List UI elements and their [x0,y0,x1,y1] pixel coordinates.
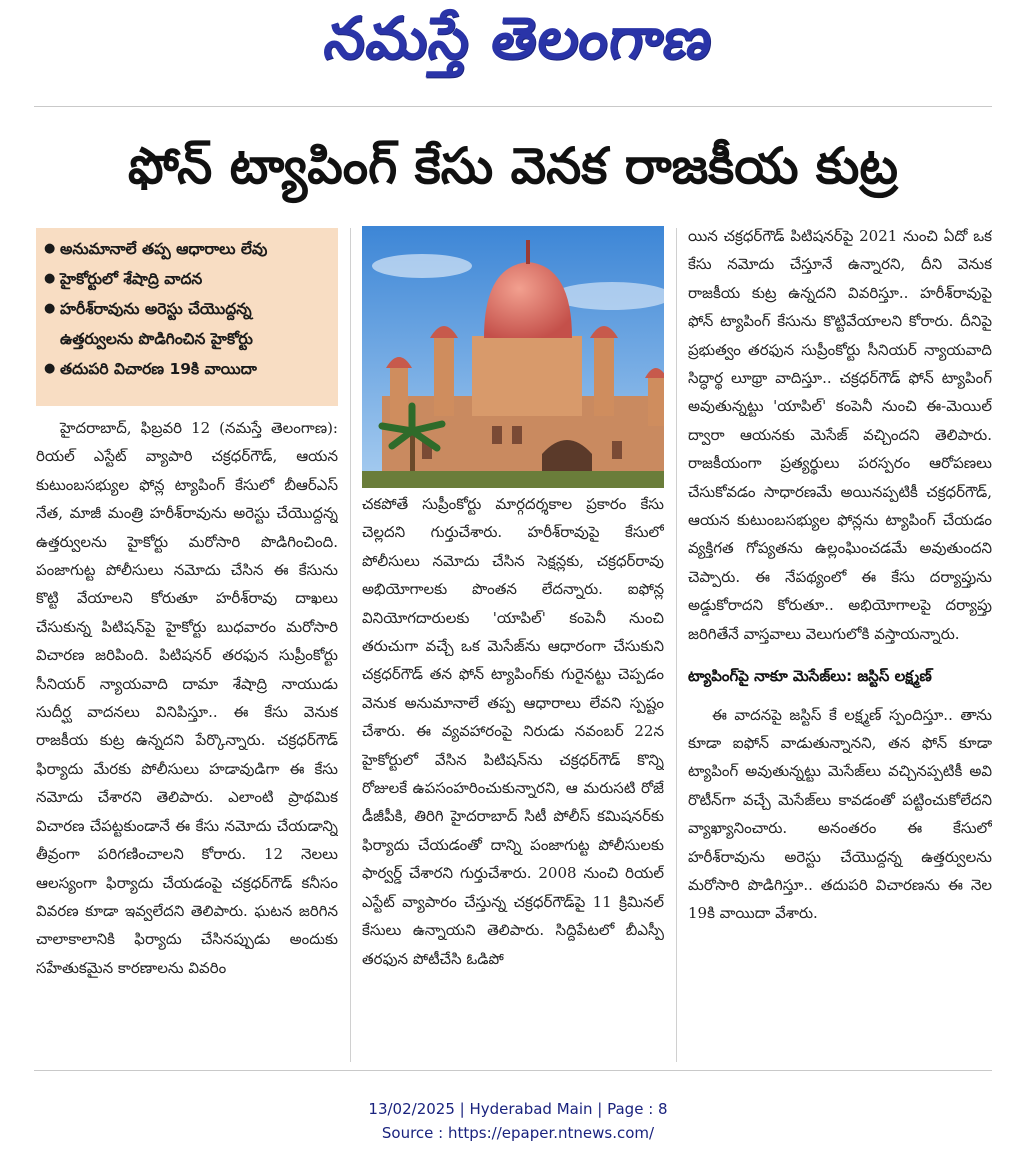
column-divider [676,228,677,1062]
bullet-icon: ● [44,301,56,316]
highlights-box [36,228,338,406]
bullet-icon: ● [44,241,56,256]
bullet-icon: ● [44,271,56,286]
subheading: ట్యాపింగ్‌పై నాకూ మెసేజ్‌లు: జస్టిస్ లక్ష్మణ్ [688,667,932,686]
highlight-item [44,234,330,264]
body-paragraph: యిన చక్రధర్‌గౌడ్ పిటిషనర్‌పై 2021 నుంచి ఏదో ఒక కేసు నమోదు చేస్తూనే ఉన్నారని, దీని వెనుక రాజకీయ కుట్ర ఉన్నదని వివరిస్తూ.. హరీశ్‌రావుపై ఫోన్ ట్యాపింగ్ కేసును కొట్టివేయాలని కోరారు. దీనిపై ప్రభుత్వం తరఫున సుప్రీంకోర్టు సీనియర్ న్యాయవాది సిద్ధార్థ లూథ్రా వాదిస్తూ.. చక్రధర్‌గౌడ్ ఫోన్ ట్యాపింగ్ అవుతున్నట్టు 'యాపిల్' కంపెనీ నుంచి ఈ-మెయిల్ ద్వారా ఆయనకు మెసేజ్ వచ్చిందని తెలిపారు. రాజకీయంగా ప్రత్యర్థులు పరస్పరం ఆరోపణలు చేసుకోవడం సాధారణమే అయినప్పటికీ చక్రధర్‌గౌడ్, ఆయన కుటుంబసభ్యుల ఫోన్లను ట్యాపింగ్ చేయడం వ్యక్తిగత గోప్యతను ఉల్లంఘించడమే అవుతుందని చెప్పారు. ఈ నేపథ్యంలో ఈ కేసు దర్యాప్తును అడ్డుకోరాదని కోరుతూ.. అభియోగాలపై దర్యాప్తు జరిగితేనే వాస్తవాలు వెలుగులోకి వస్తాయన్నారు. [688,227,992,643]
highlight-item [44,294,330,354]
highlight-text: తదుపరి విచారణ 19కి వాయిదా [60,360,257,378]
masthead [0,0,1036,90]
highlight-text: అనుమానాలే తప్ప ఆధారాలు లేవు [60,240,268,258]
body-paragraph: చకపోతే సుప్రీంకోర్టు మార్గదర్శకాల ప్రకారం కేసు చెల్లదని గుర్తుచేశారు. హరీశ్‌రావుపై కేసులో పోలీసులు నమోదు చేసిన సెక్షన్లకు, చక్రధర్‌రావు అభియోగాలకు పొంతన లేదన్నారు. ఐఫోన్ల వినియోగదారులకు 'యాపిల్' కంపెనీ నుంచి తరుచుగా వచ్చే ఒక మెసేజ్‌ను ఆధారంగా చేసుకుని చక్రధర్‌గౌడ్ తన ఫోన్ ట్యాపింగ్‌కు గురైనట్టు చెప్పడం వెనుక అనుమానాలే తప్ప ఆధారాలు లేవని స్పష్టం చేశారు. ఈ వ్యవహారంపై నిరుడు నవంబర్ 22న హైకోర్టులో వేసిన పిటిషన్‌ను చక్రధర్‌గౌడ్ కొన్ని రోజులకే ఉపసంహరించుకున్నారని, ఆ మరుసటి రోజే డీజీపీకి, తిరిగి హైదరాబాద్ సిటీ పోలీస్ కమిషనర్‌కు ఫిర్యాదు చేయడంతో దాన్ని పంజాగుట్ట పోలీసులకు ఫార్వర్డ్ చేశారని గుర్తుచేశారు. 2008 నుంచి రియల్ ఎస్టేట్ వ్యాపారం చేస్తున్న చక్రధర్‌గౌడ్‌పై 11 క్రిమినల్ కేసులు ఉన్నాయని తెలిపారు. సిద్దిపేటలో బీఎస్పీ తరఫున పోటీచేసి ఓడిపో [362,495,664,968]
body-paragraph: ఈ వాదనపై జస్టిస్ కే లక్ష్మణ్ స్పందిస్తూ.. తాను కూడా ఐఫోన్ వాడుతున్నానని, తన ఫోన్ కూడా ట్యాపింగ్ అవుతున్నట్టు మెసేజ్‌లు వచ్చినప్పటికీ అవి రొటీన్‌గా వచ్చే మెసేజ్‌లు కావడంతో పట్టించుకోలేదని వ్యాఖ్యానించారు. అనంతరం ఈ కేసులో హరీశ్‌రావును అరెస్టు చేయొద్దన్న ఉత్తర్వులను మరోసారి పొడిగిస్తూ.. తదుపరి విచారణను ఈ నెల 19కి వాయిదా వేశారు. [688,705,992,923]
source-link[interactable]: Source : https://epaper.ntnews.com/ [381,1124,655,1142]
highlight-text: హరీశ్‌రావును అరెస్టు చేయొద్దన్న ఉత్తర్వులను పొడిగించిన హైకోర్టు [60,300,253,348]
high-court-photo [362,226,664,488]
highlight-item [44,354,330,384]
article-column-2 [362,490,664,1062]
article-column-3 [688,222,992,1062]
bullet-icon: ● [44,361,56,376]
divider [34,106,992,107]
divider [34,1070,992,1071]
article-headline: ఫోన్ ట్యాపింగ్ కేసు వెనక రాజకీయ కుట్ర [128,136,898,195]
body-paragraph: హైదరాబాద్, ఫిబ్రవరి 12 (నమస్తే తెలంగాణ): రియల్ ఎస్టేట్ వ్యాపారి చక్రధర్‌గౌడ్, ఆయన కుటుంబసభ్యుల ఫోన్ల ట్యాపింగ్ కేసులో బీఆర్‌ఎస్ నేత, మాజీ మంత్రి హరీశ్‌రావును అరెస్టు చేయొద్దన్న ఉత్తర్వులను హైకోర్టు మరోసారి పొడిగించింది. పంజాగుట్ట పోలీసులు నమోదు చేసిన ఈ కేసును కొట్టి వేయాలని కోరుతూ హరీశ్‌రావు దాఖలు చేసుకున్న పిటిషన్‌పై హైకోర్టు బుధవారం మరోసారి విచారణ జరిపింది. పిటిషనర్ తరఫున సుప్రీంకోర్టు సీనియర్ న్యాయవాది దామా శేషాద్రి నాయుడు సుదీర్ఘ వాదనలు వినిపిస్తూ.. ఈ కేసు వెనుక రాజకీయ కుట్ర ఉన్నదని పేర్కొన్నారు. చక్రధర్‌గౌడ్ ఫిర్యాదు మేరకు పోలీసులు హడావుడిగా ఈ కేసు నమోదు చేశారని తెలిపారు. ఎలాంటి ప్రాథమిక విచారణ చేపట్టకుండానే ఈ కేసు నమోదు చేయడాన్ని తీవ్రంగా పరిగణించాలని కోరారు. 12 నెలలు ఆలస్యంగా ఫిర్యాదు చేయడంపై చక్రధర్‌గౌడ్ కనీసం వివరణ కూడా ఇవ్వలేదని తెలిపారు. ఘటన జరిగిన చాలాకాలానికి ఫిర్యాదు చేసినప్పుడు అందుకు సహేతుకమైన కారణాలను వివరిం [36,419,338,977]
article-column-1 [36,414,338,1062]
newspaper-logo: నమస్తే తెలంగాణ [320,3,718,72]
highlight-text: హైకోర్టులో శేషాద్రి వాదన [60,270,203,288]
column-divider [350,228,351,1062]
highlight-item [44,264,330,294]
page-info: 13/02/2025 | Hyderabad Main | Page : 8 [368,1100,668,1118]
